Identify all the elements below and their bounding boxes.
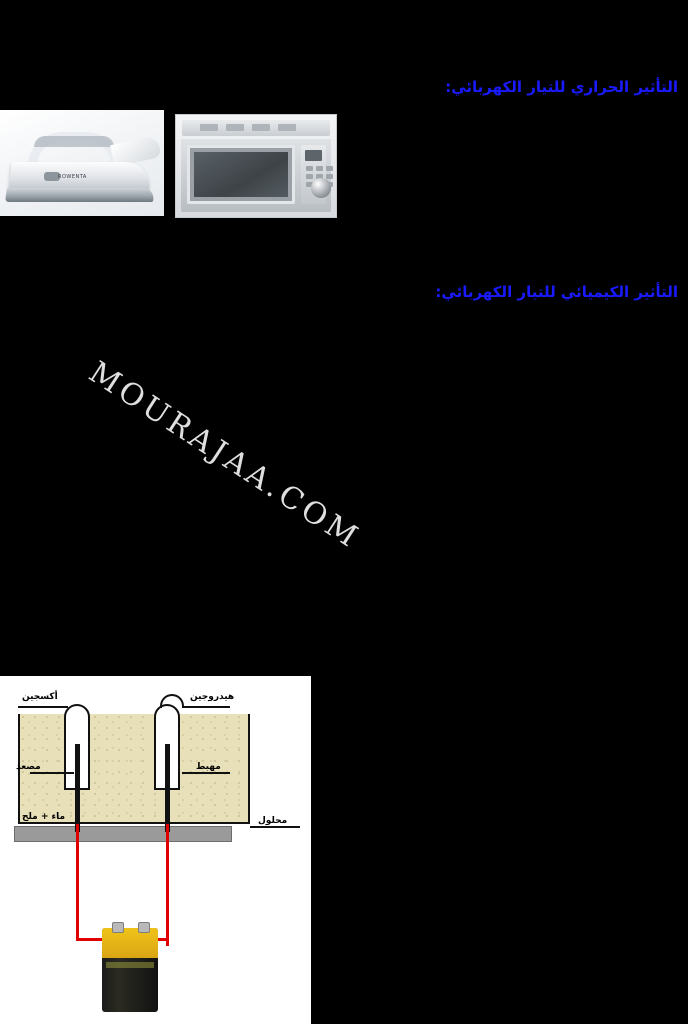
leader-line-cathode [182,772,230,774]
microwave-top-panel [182,120,330,136]
microwave-vent [278,124,296,131]
microwave-vent [226,124,244,131]
wire-cathode-down [166,848,169,946]
label-cathode: مهبط [196,762,221,772]
battery [102,928,158,1012]
leader-line-anode [30,772,74,774]
battery-top [102,928,158,958]
anode-electrode [75,744,80,832]
heading-thermal-effect: التأثير الحراري للتيار الكهربائي: [445,78,678,96]
microwave-timer-dial [311,178,331,198]
leader-line-solution [250,826,300,828]
wire-cathode-vertical [166,824,169,850]
microwave-button [306,174,313,179]
microwave-button [326,166,333,171]
battery-terminal-positive [138,922,150,933]
iron-brand-label: ROWENTA [58,174,87,180]
battery-terminal-negative [112,922,124,933]
label-solution: محلول [258,816,288,826]
microwave-window [194,152,288,197]
microwave-body [181,139,331,212]
label-hydrogen: هيدروجين [190,692,235,702]
microwave-oven-photo [175,114,337,218]
label-oxygen: أكسجين [22,692,58,702]
leader-line-water-salt [30,822,78,824]
microwave-vent [252,124,270,131]
microwave-button [306,166,313,171]
microwave-control-panel [301,145,326,204]
electrolysis-of-water-diagram [0,676,311,1024]
tank-base [14,826,232,842]
label-anode: مصعد [16,762,41,772]
label-water-salt: ماء + ملح [22,812,66,822]
battery-stripe [106,962,154,968]
clothes-iron-photo [0,110,164,216]
microwave-display [305,150,322,161]
hydrogen-arrow-arc [160,694,184,708]
heading-chemical-effect: التأثير الكيميائي للتيار الكهربائي: [435,283,678,301]
microwave-door [187,145,295,204]
iron-soleplate [5,188,155,202]
microwave-vent [200,124,218,131]
watermark-text: MOURAJAA.COM [82,354,367,557]
microwave-button [326,174,333,179]
leader-line-oxygen [18,706,68,708]
wire-anode [76,824,79,940]
microwave-button [316,166,323,171]
iron-handle-grip [34,136,114,147]
cathode-electrode [165,744,170,832]
leader-line-hydrogen [182,706,230,708]
